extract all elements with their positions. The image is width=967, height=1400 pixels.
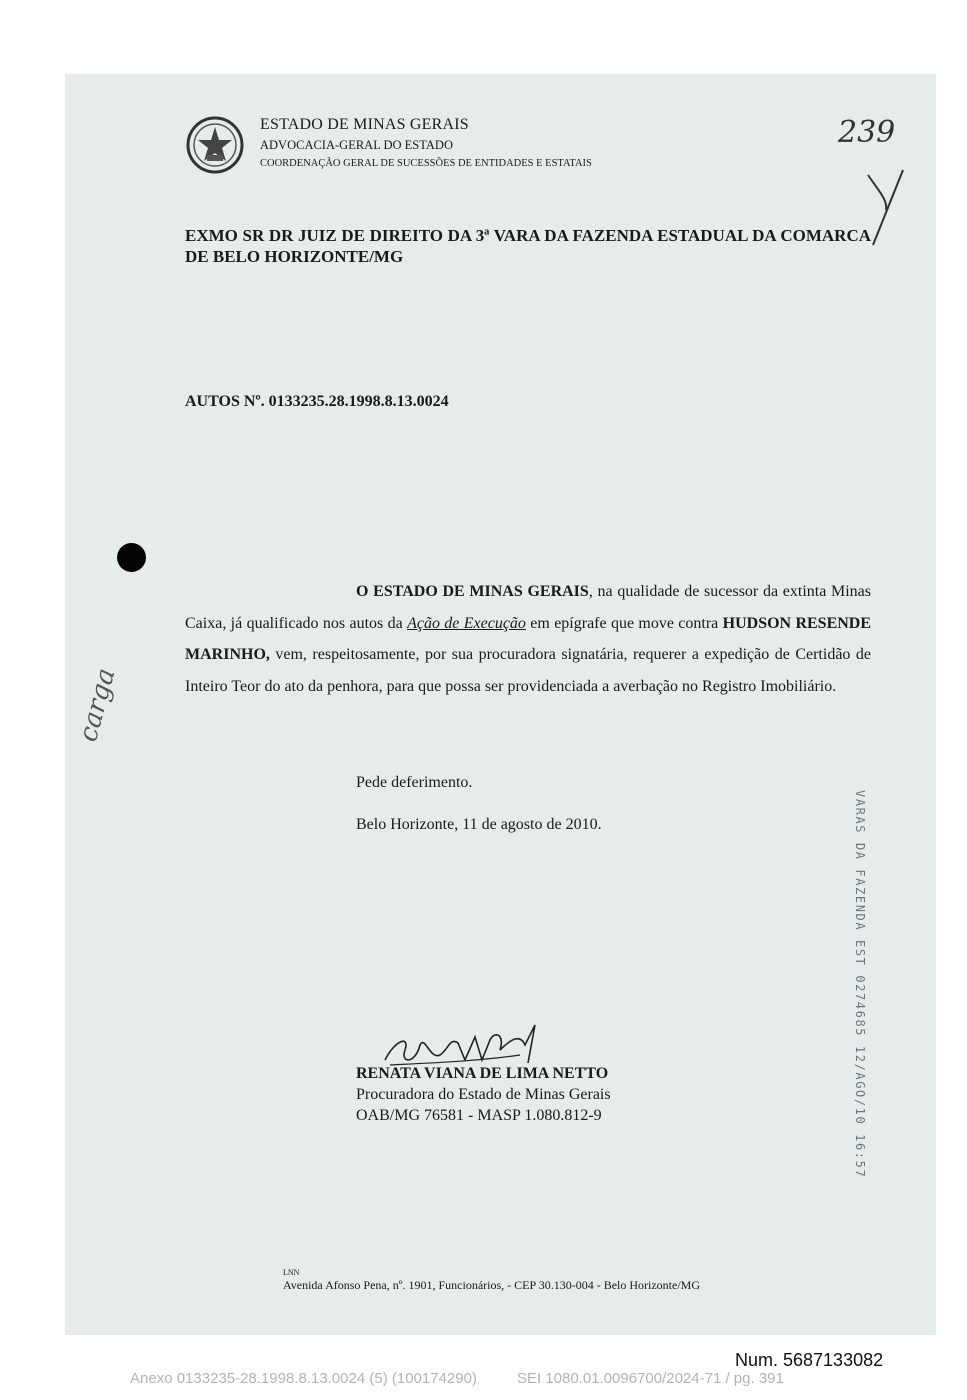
- body-text-c: vem, respeitosamente, por sua procuradora signatária, requerer a expedição de Certidão de Inteiro Teor do ato da penhora, para que possa ser providenciada a averbação no Registro Imobiliário.: [185, 646, 871, 695]
- header-state-name: ESTADO DE MINAS GERAIS: [260, 116, 469, 133]
- sei-ref: SEI 1080.01.0096700/2024-71 / pg. 391: [516, 1370, 784, 1387]
- handwritten-page-number: 239: [838, 115, 896, 150]
- annex-reference: [130, 1370, 784, 1387]
- signer-name: RENATA VIANA DE LIMA NETTO: [356, 1065, 609, 1082]
- signature-block: [356, 1063, 611, 1126]
- place-date: Belo Horizonte, 11 de agosto de 2010.: [356, 816, 602, 833]
- signer-role: Procuradora do Estado de Minas Gerais: [356, 1086, 611, 1103]
- margin-handwritten-note: [60, 660, 122, 750]
- defendant-name: HUDSON RESENDE MARINHO,: [185, 614, 872, 663]
- body-text-b: em epígrafe que move contra: [525, 614, 723, 632]
- footer-initials: LNN: [283, 1268, 300, 1277]
- case-number: AUTOS Nº. 0133235.28.1998.8.13.0024: [185, 393, 449, 410]
- action-name: Ação de Execução: [407, 614, 526, 632]
- party-name: O ESTADO DE MINAS GERAIS: [356, 583, 589, 600]
- footer-address: Avenida Afonso Pena, nº. 1901, Funcionários, - CEP 30.130-004 - Belo Horizonte/MG: [283, 1278, 701, 1292]
- header-department: COORDENAÇÃO GERAL DE SUCESSÕES DE ENTIDADES E ESTATAIS: [260, 158, 592, 169]
- margin-note-text: carga: [73, 665, 122, 745]
- document-number: Num. 5687133082: [735, 1350, 884, 1370]
- header-agency: ADVOCACIA-GERAL DO ESTADO: [260, 138, 453, 152]
- state-coat-of-arms-icon: [185, 115, 245, 175]
- annex-ref: Anexo 0133235-28.1998.8.13.0024 (5) (100174290): [130, 1370, 477, 1387]
- signer-registration: OAB/MG 76581 - MASP 1.080.812-9: [356, 1107, 602, 1124]
- body-text-a: , na qualidade de sucessor da extinta Minas Caixa, já qualificado nos autos da: [185, 583, 872, 632]
- filing-stamp: VARAS DA FAZENDA EST 0274685 12/AGO/10 16:57: [853, 790, 867, 1179]
- addressee: EXMO SR DR JUIZ DE DIREITO DA 3ª VARA DA FAZENDA ESTADUAL DA COMARCA DE BELO HORIZONTE/MG: [185, 226, 871, 266]
- petition-body: [185, 576, 871, 702]
- punch-hole: [117, 543, 146, 572]
- closing-request: Pede deferimento.: [356, 774, 473, 791]
